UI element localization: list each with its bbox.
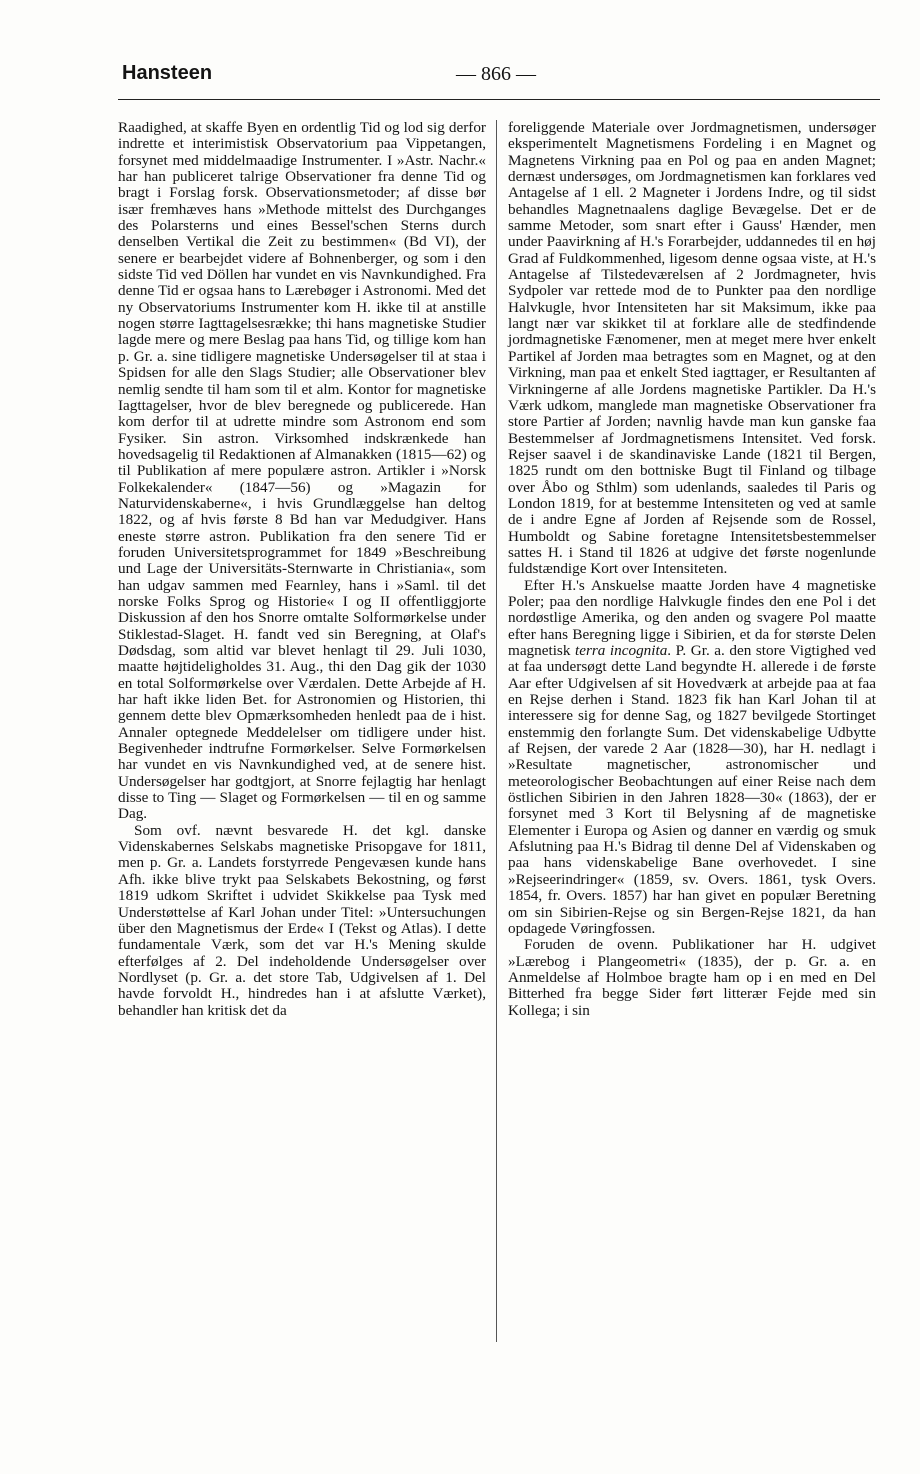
right-column xyxy=(508,120,876,1019)
left-paragraph-2: Som ovf. nævnt besvarede H. det kgl. danske Videnskabernes Selskabs magnetiske Prisopgave for 1811, men p. Gr. a. Landets forstyrrede Pengevæsen kunde hans Afh. ikke blive trykt paa Selskabets Bekostning, og først 1819 udkom Skriftet i udvidet Skikkelse paa Tysk med Understøttelse af Karl Johan under Titel: »Untersuchungen über den Magnetismus der Erde« I (Tekst og Atlas). I dette fundamentale Værk, som det var H.'s Mening skulde efterfølges af 2. Del indeholdende Undersøgelser over Nordlyset (p. Gr. a. det store Tab, Udgivelsen af 1. Del havde forvoldt H., hindredes han i at afslutte Værket), behandler han kritisk det da xyxy=(118,821,486,1019)
page-number: — 866 — xyxy=(456,63,536,85)
page-header xyxy=(118,56,880,96)
right-paragraph-2-start: Efter H.'s Anskuelse maatte Jorden have 4 magnetiske Poler; paa den nordlige Halvkugle findes den ene Pol i det nordøstlige Amerika, og den anden og svagere Pol maatte efter hans Beregning ligge i Sibirien, et da for største Delen magnetisk xyxy=(508,576,876,659)
left-column xyxy=(118,120,486,1019)
column-divider xyxy=(496,120,497,1342)
right-paragraph-3: Foruden de ovenn. Publikationer har H. udgivet »Lærebog i Plangeometri« (1835), der p. Gr. a. en Anmeldelse af Holmboe bragte ham op i en med en Del Bitterhed fra begge Sider ført litterær Fejde med sin Kollega; i sin xyxy=(508,936,876,1019)
italic-phrase: terra incognita xyxy=(574,642,668,659)
left-paragraph-1: Raadighed, at skaffe Byen en ordentlig Tid og lod sig derfor indrette et interimistisk Observatorium paa Vippetangen, forsynet med middelmaadige Instrumenter. I »Astr. Nachr.« har han publiceret talrige Observationer fra denne Tid og bragt i Forslag forsk. Observationsmetoder; af disse bør især fremhæves hans »Methode mittelst des Durchganges des Polarsterns und eines Bessel'schen Sterns durch denselben Vertikal die Zeit zu bestimmen« (Bd VI), der senere er bearbejdet videre af Bohnenberger, og som i den sidste Tid ved Döllen har vundet en vis Navnkundighed. Fra denne Tid er ogsaa hans to Lærebøger i Astronomi. Med det ny Observatoriums Instrumenter kom H. ikke til at anstille nogen større Iagttagelsesrække; thi hans magnetiske Studier lagde mere og mere Beslag paa hans Tid, og tillige kom han p. Gr. a. sine tidligere magnetiske Undersøgelser til at staa i Spidsen for alle den Slags Studier; alle Observationer blev nemlig sendte til ham som til et alm. Kontor for magnetiske Iagttagelser, hvor de blev beregnede og publicerede. Han kom derfor til at udrette mindre som Astronom end som Fysiker. Sin astron. Virksomhed indskrænkede han hovedsagelig til Redaktionen af Almanakken (1815—62) og til Publikation af mere populære astron. Artikler i »Norsk Folkekalender« (1847—56) og »Magazin for Naturvidenskaberne«, i hvis Grundlæggelse han deltog 1822, og af hvis første 8 Bd han var Medudgiver. Hans eneste større astron. Publikation fra den senere Tid er foruden Universitetsprogrammet for 1849 »Beschreibung und Lage der Universitäts-Sternwarte in Christiania«, som han udgav sammen med Fearnley, hans i »Saml. til det norske Folks Sprog og Historie« I og II offentliggjorte Diskussion af den hos Snorre omtalte Solformørkelse under Stiklestad-Slaget. H. fandt ved sin Beregning, at Olaf's Dødsdag, som altid var blevet henlagt til 29. Juli 1030, maatte højtideligholdes 31. Aug., thi den Dag gik der 1030 en total Solformørkelse over Værdalen. Dette Arbejde af H. har haft ikke liden Bet. for Astronomien og Historien, thi gennem dette blev Opmærksomheden henledt paa de i hist. Annaler optegnede Meddelelser om tidligere under hist. Begivenheder indtrufne Formørkelser. Selve Formørkelsen har vundet en vis Navnkundighed ved, at de senere hist. Undersøgelser har godtgjort, at Snorre fejlagtig har henlagt disse to Ting — Slaget og Formørkelsen — til en og samme Dag. xyxy=(118,119,486,823)
right-paragraph-1: foreliggende Materiale over Jordmagnetismen, undersøger eksperimentelt Magnetismens Fordeling i en Magnet og Magnetens Virkning paa en Pol og paa en anden Magnet; dernæst undersøges, om Jordmagnetismen kan forklares ved Antagelse af 1 ell. 2 Magneter i Jordens Indre, og til sidst behandles Magnetnaalens daglige Bevægelse. Det er de samme Metoder, som snart efter i Gauss' Hænder, men under Paavirkning af H.'s Forarbejder, uddannedes til en høj Grad af Fuldkommenhed, ligesom denne ogsaa viste, at H.'s Antagelse af Tilstedeværelsen af 2 Jordmagneter, hvis Sydpoler var rettede mod de to Punkter paa den nordlige Halvkugle, hvor Intensiteten har sit Maksimum, ikke paa langt nær var skikket til at forklare alle de stedfindende jordmagnetiske Fænomener, men at meget mere hver enkelt Partikel af Jorden maa betragtes som en Magnet, og at den Virkning, man paa et enkelt Sted iagttager, er Resultanten af Virkningerne af alle Jordens magnetiske Partikler. Da H.'s Værk udkom, manglede man magnetiske Observationer fra store Partier af Jorden; navnlig havde man kun ganske faa Bestemmelser af Jordmagnetismens Intensitet. Ved forsk. Rejser saavel i de skandinaviske Lande (1821 til Bergen, 1825 rundt om den bottniske Bugt til Finland og tilbage over Åbo og Sthlm) som udenlands, saaledes til Paris og London 1819, for at bestemme Intensiteten og ved at samle de i andre Egne af Jorden af Rejsende som de Rossel, Humboldt og Sabine foretagne Intensitetsbestemmelser sattes H. i Stand til 1826 at udgive det første nogenlunde fuldstændige Kort over Intensiteten. xyxy=(508,119,876,578)
header-rule xyxy=(118,99,880,100)
running-headword: Hansteen xyxy=(122,62,213,84)
right-paragraph-2 xyxy=(508,578,876,938)
right-paragraph-2-rest: . P. Gr. a. den store Vigtighed ved at faa undersøgt dette Land begyndte H. allerede i de første Aar efter Udgivelsen af sit Hovedværk at arbejde paa at faa en Rejse derhen i Stand. 1823 fik han Karl Johan til at interessere sig for denne Sag, og 1827 bevilgede Stortinget enstemmig den forlangte Sum. Det videnskabelige Udbytte af Rejsen, der varede 2 Aar (1828—30), har H. nedlagt i »Resultate magnetischer, astronomischer und meteorologischer Beobachtungen auf einer Reise nach dem östlichen Sibirien in den Jahren 1828—30« (1863), der er forsynet med 3 Kort til Belysning af de magnetiske Elementer i Europa og Asien og danner en værdig og smuk Afslutning paa H.'s Bidrag til denne Del af Videnskaben og paa hans videnskabelige Bane overhovedet. I sine »Rejseerindringer« (1859, sv. Overs. 1861, tysk Overs. 1854, fr. Overs. 1857) har han givet en populær Beretning om sin Sibirien-Rejse og sin Bergen-Rejse 1821, da han opdagede Vøringfossen. xyxy=(508,642,876,937)
